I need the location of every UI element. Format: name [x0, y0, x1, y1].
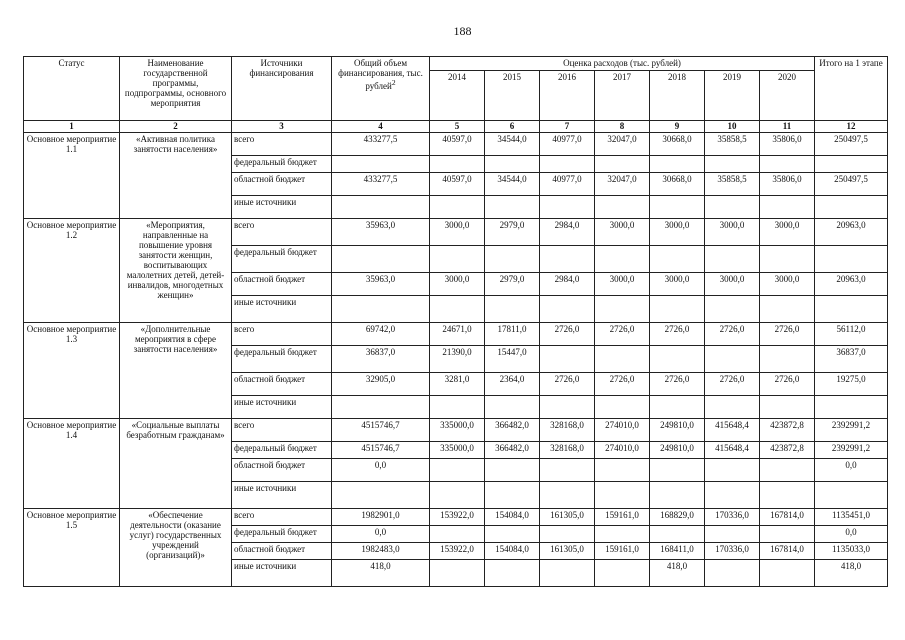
year-amount: 415648,4 — [705, 419, 760, 442]
year-amount: 167814,0 — [760, 543, 815, 560]
year-amount — [485, 196, 540, 219]
total-amount: 0,0 — [332, 459, 430, 482]
year-amount: 170336,0 — [705, 543, 760, 560]
activity-name: «Социальные выплаты безработным гражданам» — [120, 419, 232, 509]
year-amount: 366482,0 — [485, 419, 540, 442]
year-amount — [650, 482, 705, 509]
year-amount: 418,0 — [650, 560, 705, 587]
budget-table — [23, 56, 888, 587]
year-amount: 2726,0 — [595, 323, 650, 346]
stage-total: 20963,0 — [815, 273, 888, 296]
year-amount — [705, 459, 760, 482]
column-number: 9 — [650, 121, 705, 133]
year-amount — [760, 346, 815, 373]
funding-source: федеральный бюджет — [232, 346, 332, 373]
year-amount: 161305,0 — [540, 509, 595, 526]
stage-total — [815, 246, 888, 273]
year-amount: 3000,0 — [705, 273, 760, 296]
total-amount: 69742,0 — [332, 323, 430, 346]
year-amount — [705, 526, 760, 543]
stage-total: 36837,0 — [815, 346, 888, 373]
year-amount — [595, 396, 650, 419]
stage-total: 56112,0 — [815, 323, 888, 346]
year-amount — [540, 560, 595, 587]
year-amount — [705, 396, 760, 419]
year-amount: 35806,0 — [760, 173, 815, 196]
year-amount: 3000,0 — [650, 219, 705, 246]
header-year: 2019 — [705, 71, 760, 121]
year-amount — [705, 296, 760, 323]
year-amount: 415648,4 — [705, 442, 760, 459]
activity-status: Основное мероприятие 1.4 — [24, 419, 120, 509]
year-amount — [650, 459, 705, 482]
funding-source: федеральный бюджет — [232, 156, 332, 173]
total-amount — [332, 196, 430, 219]
column-number: 5 — [430, 121, 485, 133]
year-amount — [485, 156, 540, 173]
column-number: 10 — [705, 121, 760, 133]
year-amount: 30668,0 — [650, 133, 705, 156]
year-amount: 2726,0 — [650, 323, 705, 346]
year-amount — [595, 526, 650, 543]
header-stage1: Итого на 1 этапе — [815, 57, 888, 121]
year-amount: 274010,0 — [595, 419, 650, 442]
year-amount: 2979,0 — [485, 219, 540, 246]
year-amount — [760, 526, 815, 543]
year-amount: 40977,0 — [540, 133, 595, 156]
year-amount: 170336,0 — [705, 509, 760, 526]
total-amount: 36837,0 — [332, 346, 430, 373]
year-amount: 3000,0 — [595, 273, 650, 296]
funding-source: всего — [232, 419, 332, 442]
year-amount: 2726,0 — [705, 323, 760, 346]
year-amount: 2726,0 — [540, 323, 595, 346]
year-amount: 3281,0 — [430, 373, 485, 396]
table-row — [24, 419, 888, 442]
funding-source: иные источники — [232, 560, 332, 587]
stage-total: 2392991,2 — [815, 442, 888, 459]
year-amount: 328168,0 — [540, 442, 595, 459]
year-amount — [540, 482, 595, 509]
year-amount: 153922,0 — [430, 509, 485, 526]
year-amount: 3000,0 — [595, 219, 650, 246]
total-amount: 0,0 — [332, 526, 430, 543]
year-amount — [430, 196, 485, 219]
total-amount — [332, 156, 430, 173]
column-number: 6 — [485, 121, 540, 133]
total-amount: 1982901,0 — [332, 509, 430, 526]
table-body — [24, 133, 888, 587]
year-amount: 3000,0 — [650, 273, 705, 296]
stage-total — [815, 482, 888, 509]
year-amount: 335000,0 — [430, 419, 485, 442]
year-amount — [540, 156, 595, 173]
column-number: 7 — [540, 121, 595, 133]
year-amount: 3000,0 — [760, 273, 815, 296]
total-amount: 418,0 — [332, 560, 430, 587]
year-amount — [595, 459, 650, 482]
year-amount: 168411,0 — [650, 543, 705, 560]
header-name: Наименование государственной программы, подпрограммы, основного мероприятия — [120, 57, 232, 121]
stage-total: 1135033,0 — [815, 543, 888, 560]
year-amount: 2726,0 — [540, 373, 595, 396]
stage-total — [815, 156, 888, 173]
year-amount: 423872,8 — [760, 442, 815, 459]
year-amount — [705, 560, 760, 587]
year-amount — [760, 246, 815, 273]
year-amount — [760, 196, 815, 219]
header-status: Статус — [24, 57, 120, 121]
year-amount — [540, 459, 595, 482]
total-amount: 1982483,0 — [332, 543, 430, 560]
year-amount: 30668,0 — [650, 173, 705, 196]
total-amount: 32905,0 — [332, 373, 430, 396]
year-amount: 35858,5 — [705, 133, 760, 156]
funding-source: областной бюджет — [232, 273, 332, 296]
activity-name: «Обеспечение деятельности (оказание услуг) государственных учреждений (организаций)» — [120, 509, 232, 587]
funding-source: иные источники — [232, 196, 332, 219]
column-number: 1 — [24, 121, 120, 133]
activity-name: «Активная политика занятости населения» — [120, 133, 232, 219]
header-year: 2016 — [540, 71, 595, 121]
funding-source: всего — [232, 323, 332, 346]
total-amount — [332, 482, 430, 509]
stage-total — [815, 296, 888, 323]
total-amount — [332, 296, 430, 323]
year-amount — [595, 482, 650, 509]
year-amount: 2726,0 — [705, 373, 760, 396]
stage-total: 20963,0 — [815, 219, 888, 246]
header-year: 2017 — [595, 71, 650, 121]
year-amount: 35858,5 — [705, 173, 760, 196]
total-amount: 35963,0 — [332, 273, 430, 296]
year-amount — [760, 459, 815, 482]
stage-total: 250497,5 — [815, 133, 888, 156]
year-amount: 34544,0 — [485, 133, 540, 156]
year-amount: 40597,0 — [430, 173, 485, 196]
year-amount — [430, 156, 485, 173]
year-amount — [485, 459, 540, 482]
total-amount — [332, 246, 430, 273]
total-amount: 4515746,7 — [332, 419, 430, 442]
year-amount — [595, 560, 650, 587]
year-amount — [650, 346, 705, 373]
year-amount: 159161,0 — [595, 543, 650, 560]
year-amount — [595, 156, 650, 173]
year-amount — [705, 482, 760, 509]
funding-source: федеральный бюджет — [232, 442, 332, 459]
funding-source: всего — [232, 219, 332, 246]
year-amount — [650, 156, 705, 173]
year-amount — [540, 196, 595, 219]
stage-total — [815, 196, 888, 219]
year-amount: 328168,0 — [540, 419, 595, 442]
year-amount — [650, 396, 705, 419]
year-amount: 3000,0 — [430, 273, 485, 296]
page-number: 188 — [453, 24, 472, 38]
funding-source: областной бюджет — [232, 543, 332, 560]
table-row — [24, 323, 888, 346]
header-year: 2014 — [430, 71, 485, 121]
year-amount — [760, 156, 815, 173]
stage-total: 2392991,2 — [815, 419, 888, 442]
year-amount: 2979,0 — [485, 273, 540, 296]
stage-total: 1135451,0 — [815, 509, 888, 526]
year-amount — [760, 482, 815, 509]
year-amount — [430, 482, 485, 509]
year-amount: 24671,0 — [430, 323, 485, 346]
funding-source: иные источники — [232, 396, 332, 419]
year-amount: 2364,0 — [485, 373, 540, 396]
year-amount: 335000,0 — [430, 442, 485, 459]
activity-status: Основное мероприятие 1.3 — [24, 323, 120, 419]
header-year: 2020 — [760, 71, 815, 121]
year-amount: 40977,0 — [540, 173, 595, 196]
year-amount — [430, 396, 485, 419]
funding-source: всего — [232, 509, 332, 526]
year-amount — [540, 526, 595, 543]
funding-source: иные источники — [232, 482, 332, 509]
funding-source: областной бюджет — [232, 373, 332, 396]
year-amount — [595, 196, 650, 219]
year-amount — [705, 196, 760, 219]
year-amount — [705, 346, 760, 373]
header-year: 2015 — [485, 71, 540, 121]
year-amount: 2726,0 — [760, 373, 815, 396]
year-amount — [595, 246, 650, 273]
column-number: 12 — [815, 121, 888, 133]
year-amount — [595, 296, 650, 323]
year-amount: 168829,0 — [650, 509, 705, 526]
year-amount — [540, 346, 595, 373]
year-amount — [485, 482, 540, 509]
stage-total: 19275,0 — [815, 373, 888, 396]
year-amount: 274010,0 — [595, 442, 650, 459]
activity-name: «Дополнительные мероприятия в сфере занятости населения» — [120, 323, 232, 419]
year-amount — [650, 246, 705, 273]
year-amount: 249810,0 — [650, 442, 705, 459]
year-amount: 34544,0 — [485, 173, 540, 196]
year-amount — [595, 346, 650, 373]
header-total — [332, 57, 430, 121]
funding-source: иные источники — [232, 296, 332, 323]
total-amount — [332, 396, 430, 419]
year-amount: 366482,0 — [485, 442, 540, 459]
year-amount — [540, 296, 595, 323]
header-sources: Источники финансирования — [232, 57, 332, 121]
year-amount: 15447,0 — [485, 346, 540, 373]
funding-source: областной бюджет — [232, 173, 332, 196]
column-number: 8 — [595, 121, 650, 133]
year-amount — [485, 246, 540, 273]
year-amount: 40597,0 — [430, 133, 485, 156]
year-amount: 2726,0 — [650, 373, 705, 396]
funding-source: всего — [232, 133, 332, 156]
year-amount: 3000,0 — [705, 219, 760, 246]
header-year: 2018 — [650, 71, 705, 121]
year-amount: 161305,0 — [540, 543, 595, 560]
year-amount — [430, 459, 485, 482]
year-amount: 32047,0 — [595, 173, 650, 196]
total-amount: 35963,0 — [332, 219, 430, 246]
year-amount — [705, 156, 760, 173]
header-total-footnote: 2 — [391, 78, 396, 87]
year-amount — [650, 296, 705, 323]
year-amount: 423872,8 — [760, 419, 815, 442]
year-amount: 153922,0 — [430, 543, 485, 560]
activity-status: Основное мероприятие 1.5 — [24, 509, 120, 587]
year-amount — [760, 560, 815, 587]
stage-total: 418,0 — [815, 560, 888, 587]
funding-source: федеральный бюджет — [232, 246, 332, 273]
year-amount — [540, 246, 595, 273]
year-amount — [485, 560, 540, 587]
year-amount: 35806,0 — [760, 133, 815, 156]
total-amount: 433277,5 — [332, 133, 430, 156]
year-amount — [430, 296, 485, 323]
activity-status: Основное мероприятие 1.2 — [24, 219, 120, 323]
column-number: 11 — [760, 121, 815, 133]
year-amount — [430, 526, 485, 543]
year-amount — [430, 246, 485, 273]
year-amount: 2984,0 — [540, 273, 595, 296]
year-amount — [485, 396, 540, 419]
year-amount: 249810,0 — [650, 419, 705, 442]
funding-source: федеральный бюджет — [232, 526, 332, 543]
table-row — [24, 219, 888, 246]
year-amount: 2726,0 — [595, 373, 650, 396]
year-amount: 32047,0 — [595, 133, 650, 156]
year-amount: 2984,0 — [540, 219, 595, 246]
funding-source: областной бюджет — [232, 459, 332, 482]
year-amount — [705, 246, 760, 273]
year-amount — [650, 196, 705, 219]
year-amount: 154084,0 — [485, 509, 540, 526]
year-amount — [540, 396, 595, 419]
year-amount: 167814,0 — [760, 509, 815, 526]
year-amount: 3000,0 — [430, 219, 485, 246]
table-row — [24, 509, 888, 526]
year-amount: 3000,0 — [760, 219, 815, 246]
year-amount — [650, 526, 705, 543]
year-amount — [760, 296, 815, 323]
stage-total: 0,0 — [815, 526, 888, 543]
year-amount — [430, 560, 485, 587]
column-number: 2 — [120, 121, 232, 133]
year-amount — [760, 396, 815, 419]
table-row — [24, 133, 888, 156]
stage-total: 250497,5 — [815, 173, 888, 196]
column-number: 4 — [332, 121, 430, 133]
year-amount: 17811,0 — [485, 323, 540, 346]
year-amount — [485, 526, 540, 543]
year-amount: 2726,0 — [760, 323, 815, 346]
stage-total: 0,0 — [815, 459, 888, 482]
total-amount: 4515746,7 — [332, 442, 430, 459]
stage-total — [815, 396, 888, 419]
year-amount — [485, 296, 540, 323]
year-amount: 154084,0 — [485, 543, 540, 560]
year-amount: 159161,0 — [595, 509, 650, 526]
column-number: 3 — [232, 121, 332, 133]
total-amount: 433277,5 — [332, 173, 430, 196]
year-amount: 21390,0 — [430, 346, 485, 373]
header-estimate: Оценка расходов (тыс. рублей) — [430, 57, 815, 71]
header-total-text: Общий объем финансирования, тыс. рублей — [338, 58, 423, 91]
activity-status: Основное мероприятие 1.1 — [24, 133, 120, 219]
activity-name: «Мероприятия, направленные на повышение уровня занятости женщин, воспитывающих малолетних детей, детей-инвалидов, многодетных женщин» — [120, 219, 232, 323]
